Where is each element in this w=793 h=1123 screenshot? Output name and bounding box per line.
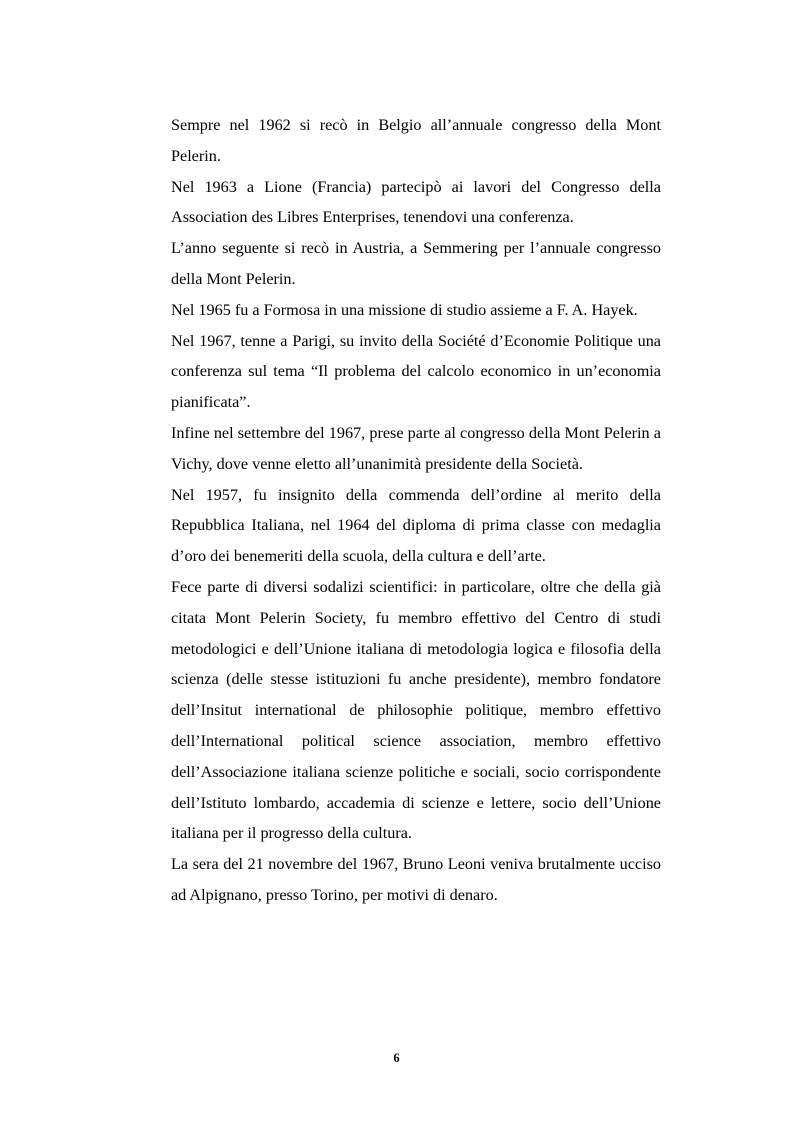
paragraph-belgium-1962: Sempre nel 1962 si recò in Belgio all’annuale congresso della Mont Pelerin. [171, 116, 661, 165]
paragraph-vichy-1967: Infine nel settembre del 1967, prese parte al congresso della Mont Pelerin a Vichy, dove venne eletto all’unanimità presidente della Società. [171, 423, 661, 473]
page-number: 6 [393, 1051, 400, 1065]
paragraph-lione-1963: Nel 1963 a Lione (Francia) partecipò ai lavori del Congresso della Association des Libres Enterprises, tenendovi una conferenza. [171, 177, 661, 227]
paragraph-parigi-1967: Nel 1967, tenne a Parigi, su invito della Société d’Economie Politique una conferenza sul tema “Il problema del calcolo economico in un’economia pianificata”. [171, 331, 661, 412]
paragraph-societies: Fece parte di diversi sodalizi scientifici: in particolare, oltre che della già citata Mont Pelerin Society, fu membro effettivo del Centro di studi metodologici e dell’Unione italiana di metodologia logica e filosofia della scienza (delle stesse istituzioni fu anche presidente), membro fondatore dell’Insitut international de philosophie politique, membro effettivo dell’International political science association, membro effettivo dell’Associazione italiana scienze politiche e sociali, socio corrispondente dell’Istituto lombardo, accademia di scienze e lettere, socio dell’Unione italiana per il progresso della cultura. [171, 577, 661, 843]
paragraph-honors: Nel 1957, fu insignito della commenda dell’ordine al merito della Repubblica Italiana, nel 1964 del diploma di prima classe con medaglia d’oro dei benemeriti della scuola, della cultura e dell’arte. [171, 485, 661, 566]
paragraph-death: La sera del 21 novembre del 1967, Bruno Leoni veniva brutalmente ucciso ad Alpignano, presso Torino, per motivi di denaro. [171, 855, 661, 904]
paragraph-formosa-1965: Nel 1965 fu a Formosa in una missione di studio assieme a F. A. Hayek. [171, 300, 638, 319]
body-text [171, 110, 661, 911]
paragraph-austria-semmering: L’anno seguente si recò in Austria, a Semmering per l’annuale congresso della Mont Pelerin. [171, 239, 661, 288]
